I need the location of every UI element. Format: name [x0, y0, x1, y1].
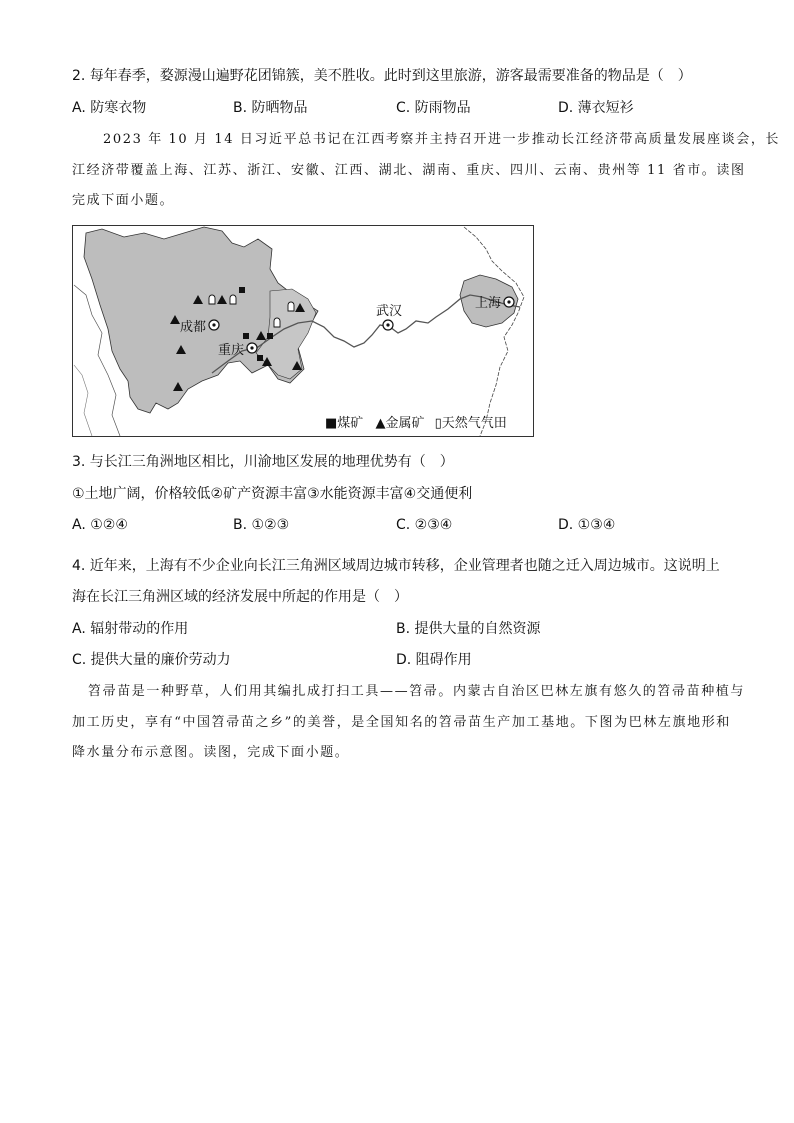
- coal-legend-icon: ■: [325, 416, 338, 431]
- coal-mine-marker: [267, 333, 273, 339]
- city-marker-chengdu: [209, 320, 219, 330]
- passage-2-line-1: 笤帚苗是一种野草，人们用其编扎成打扫工具——笤帚。内蒙古自治区巴林左旗有悠久的笤帚苗种植与: [88, 684, 746, 699]
- q3-option-c[interactable]: C. ②③④: [396, 517, 453, 533]
- question-4-stem-line-2: 海在长江三角洲区域的经济发展中所起的作用是（ ）: [72, 589, 408, 605]
- city-marker-chongqing: [247, 343, 257, 353]
- passage-1-line-1: 2023 年 10 月 14 日习近平总书记在江西考察并主持召开进一步推动长江经济带高质量发展座谈会，长: [103, 132, 781, 147]
- q2-option-d[interactable]: D. 薄衣短衫: [558, 100, 634, 116]
- question-3-stem: 3. 与长江三角洲地区相比，川渝地区发展的地理优势有（ ）: [72, 454, 454, 470]
- passage-1-line-3: 完成下面小题。: [72, 193, 175, 208]
- q3-option-b[interactable]: B. ①②③: [233, 517, 290, 533]
- question-3-statements: ①土地广阔，价格较低②矿产资源丰富③水能资源丰富④交通便利: [72, 486, 473, 502]
- passage-2-line-2: 加工历史，享有“中国笤帚苗之乡”的美誉，是全国知名的笤帚苗生产加工基地。下图为巴林左旗地形和: [72, 715, 731, 730]
- gas-field-marker: [288, 302, 294, 311]
- city-label-shanghai: 上海: [475, 296, 502, 311]
- city-label-wuhan: 武汉: [376, 304, 403, 319]
- gas-field-marker: [209, 295, 215, 304]
- q2-option-c[interactable]: C. 防雨物品: [396, 100, 471, 116]
- q3-option-d[interactable]: D. ①③④: [558, 517, 616, 533]
- metal-legend-icon: ▲: [375, 416, 386, 431]
- q4-option-c[interactable]: C. 提供大量的廉价劳动力: [72, 652, 231, 668]
- q2-option-a[interactable]: A. 防寒衣物: [72, 100, 147, 116]
- coal-mine-marker: [239, 287, 245, 293]
- gas-legend-icon: ▯: [434, 416, 442, 431]
- city-label-chengdu: 成都: [180, 320, 207, 335]
- question-2-stem: 2. 每年春季，婺源漫山遍野花团锦簇，美不胜收。此时到这里旅游，游客最需要准备的物品是（ ）: [72, 68, 692, 84]
- gas-field-marker: [230, 295, 236, 304]
- yangtze-economic-belt-map: [72, 225, 534, 437]
- q4-option-b[interactable]: B. 提供大量的自然资源: [396, 621, 541, 637]
- map-legend: [321, 412, 533, 436]
- coal-mine-marker: [257, 355, 263, 361]
- gas-field-marker: [274, 318, 280, 327]
- city-marker-shanghai: [504, 297, 514, 307]
- passage-2-line-3: 降水量分布示意图。读图，完成下面小题。: [72, 745, 350, 760]
- city-marker-wuhan: [383, 320, 393, 330]
- metal-legend-label: 金属矿: [385, 416, 425, 431]
- gas-legend-label: 天然气气田: [441, 416, 507, 431]
- coal-legend-label: 煤矿: [337, 416, 364, 431]
- passage-1-line-2: 江经济带覆盖上海、江苏、浙江、安徽、江西、湖北、湖南、重庆、四川、云南、贵州等 11 省市。读图: [72, 163, 746, 178]
- q3-option-a[interactable]: A. ①②④: [72, 517, 128, 533]
- q2-option-b[interactable]: B. 防晒物品: [233, 100, 308, 116]
- city-label-chongqing: 重庆: [218, 343, 245, 358]
- question-4-stem-line-1: 4. 近年来，上海有不少企业向长江三角洲区域周边城市转移，企业管理者也随之迁入周边城市。这说明上: [72, 558, 720, 574]
- q4-option-a[interactable]: A. 辐射带动的作用: [72, 621, 189, 637]
- coal-mine-marker: [243, 333, 249, 339]
- q4-option-d[interactable]: D. 阻碍作用: [396, 652, 472, 668]
